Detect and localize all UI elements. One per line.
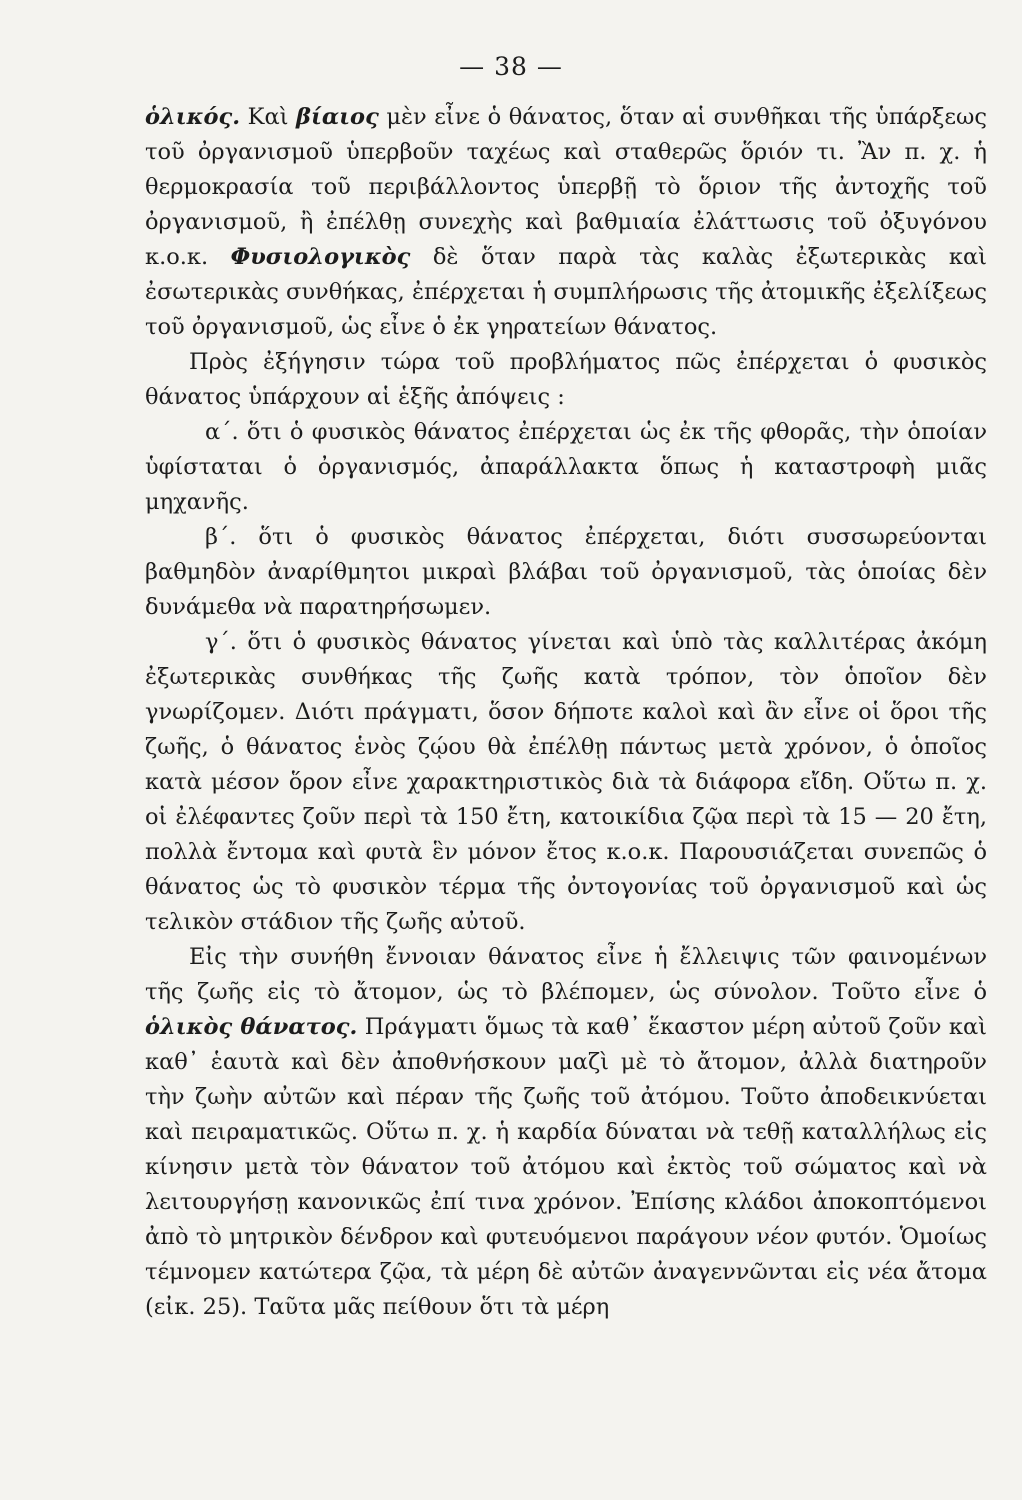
paragraph (145, 625, 987, 940)
paragraph (145, 345, 987, 415)
emphasized-term: Φυσιολογικὸς (230, 244, 411, 270)
text-run: Καὶ (240, 104, 297, 130)
emphasized-term: βίαιος (296, 104, 379, 130)
paragraph (145, 520, 987, 625)
text-run: Πρὸς ἐξήγησιν τώρα τοῦ προβλήματος πῶς ἐπέρχεται ὁ φυσικὸς θάνατος ὑπάρχουν αἱ ἑξῆς ἀπόψεις : (145, 349, 987, 410)
paragraph (145, 415, 987, 520)
text-run: α΄. ὅτι ὁ φυσικὸς θάνατος ἐπέρχεται ὡς ἐκ τῆς φθορᾶς, τὴν ὁποίαν ὑφίσταται ὁ ὀργανισμός, ἀπαράλλακτα ὅπως ἡ καταστροφὴ μιᾶς μηχανῆς. (145, 419, 987, 515)
body-text (145, 100, 987, 1325)
text-run: γ΄. ὅτι ὁ φυσικὸς θάνατος γίνεται καὶ ὑπὸ τὰς καλλιτέρας ἀκόμη ἐξωτερικὰς συνθήκας τῆς ζωῆς κατὰ τρόπον, τὸν ὁποῖον δὲν γνωρίζομεν. Διότι πράγματι, ὅσον δήποτε καλοὶ καὶ ἂν εἶνε οἱ ὅροι τῆς ζωῆς, ὁ θάνατος ἑνὸς ζῴου θὰ ἐπέλθῃ πάντως μετὰ χρόνον, ὁ ὁποῖος κατὰ μέσον ὅρον εἶνε χαρακτηριστικὸς διὰ τὰ διάφορα εἴδη. Οὕτω π. χ. οἱ ἐλέφαντες ζοῦν περὶ τὰ 150 ἔτη, κατοικίδια ζῷα περὶ τὰ 15 — 20 ἔτη, πολλὰ ἔντομα καὶ φυτὰ ἓν μόνον ἔτος κ.ο.κ. Παρουσιάζεται συνεπῶς ὁ θάνατος ὡς τὸ φυσικὸν τέρμα τῆς ὀντογονίας τοῦ ὀργανισμοῦ καὶ ὡς τελικὸν στάδιον τῆς ζωῆς αὐτοῦ. (145, 629, 987, 935)
text-run: Εἰς τὴν συνήθη ἔννοιαν θάνατος εἶνε ἡ ἔλλειψις τῶν φαινομένων τῆς ζωῆς εἰς τὸ ἄτομον, ὡς τὸ βλέπομεν, ὡς σύνολον. Τοῦτο εἶνε ὁ (145, 944, 987, 1005)
page-number: — 38 — (459, 52, 563, 81)
emphasized-term: ὁλικὸς θάνατος. (145, 1014, 358, 1040)
text-run: β΄. ὅτι ὁ φυσικὸς θάνατος ἐπέρχεται, διότι συσσωρεύονται βαθμηδὸν ἀναρίθμητοι μικραὶ βλάβαι τοῦ ὀργανισμοῦ, τὰς ὁποίας δὲν δυνάμεθα νὰ παρατηρήσωμεν. (145, 524, 987, 620)
text-run: μὲν εἶνε ὁ θάνατος, ὅταν αἱ συνθῆκαι τῆς ὑπάρξεως τοῦ ὀργανισμοῦ ὑπερβοῦν ταχέως καὶ σταθερῶς ὅριόν τι. Ἂν π. χ. ἡ θερμοκρασία τοῦ περιβάλλοντος ὑπερβῇ τὸ ὅριον τῆς ἀντοχῆς τοῦ ὀργανισμοῦ, ἢ ἐπέλθῃ συνεχὴς καὶ βαθμιαία ἐλάττωσις τοῦ ὀξυγόνου κ.ο.κ. (145, 104, 988, 270)
emphasized-term: ὁλικός. (145, 104, 241, 130)
paragraph (145, 940, 987, 1325)
text-run: δὲ ὅταν παρὰ τὰς καλὰς ἐξωτερικὰς καὶ ἐσωτερικὰς συνθήκας, ἐπέρχεται ἡ συμπλήρωσις τῆς ἀτομικῆς ἐξελίξεως τοῦ ὀργανισμοῦ, ὡς εἶνε ὁ ἐκ γηρατείων θάνατος. (145, 244, 987, 340)
text-run: Πράγματι ὅμως τὰ καθ᾿ ἕκαστον μέρη αὐτοῦ ζοῦν καὶ καθ᾿ ἑαυτὰ καὶ δὲν ἀποθνήσκουν μαζὶ μὲ τὸ ἄτομον, ἀλλὰ διατηροῦν τὴν ζωὴν αὐτῶν καὶ πέραν τῆς ζωῆς τοῦ ἀτόμου. Τοῦτο ἀποδεικνύεται καὶ πειραματικῶς. Οὕτω π. χ. ἡ καρδία δύναται νὰ τεθῇ καταλλήλως εἰς κίνησιν μετὰ τὸν θάνατον τοῦ ἀτόμου καὶ ἐκτὸς τοῦ σώματος καὶ νὰ λειτουργήσῃ κανονικῶς ἐπί τινα χρόνον. Ἐπίσης κλάδοι ἀποκοπτόμενοι ἀπὸ τὸ μητρικὸν δένδρον καὶ φυτευόμενοι παράγουν νέον φυτόν. Ὁμοίως τέμνομεν κατώτερα ζῷα, τὰ μέρη δὲ αὐτῶν ἀναγεννῶνται εἰς νέα ἄτομα (εἰκ. 25). Ταῦτα μᾶς πείθουν ὅτι τὰ μέρη (145, 1014, 987, 1320)
paragraph (145, 100, 987, 345)
